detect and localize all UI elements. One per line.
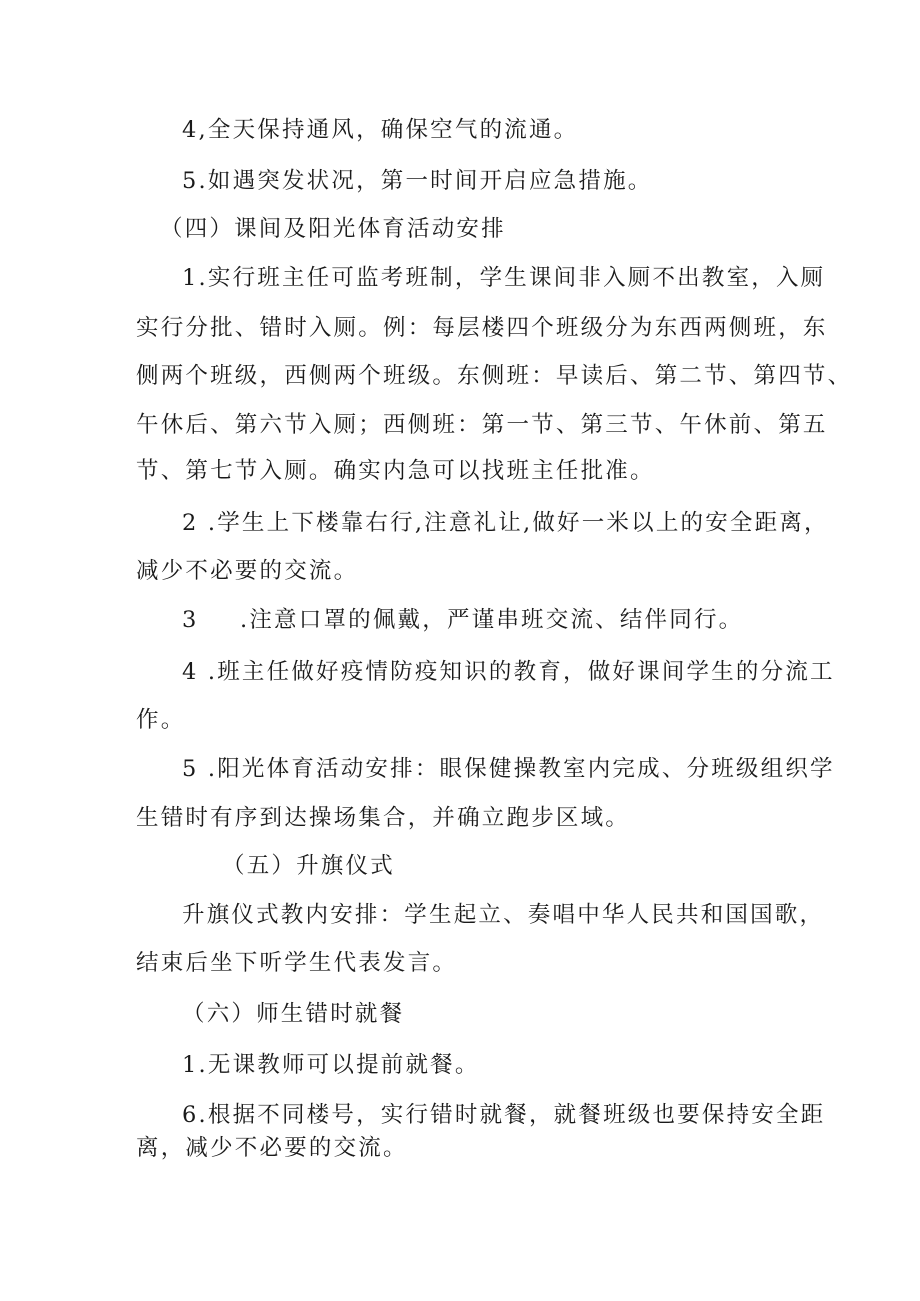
text-line: 实行分批、错时入厕。例：每层楼四个班级分为东西两侧班，东 [136,315,828,341]
section-heading: （四）课间及阳光体育活动安排 [160,216,506,242]
section-heading: （六）师生错时就餐 [182,1001,405,1027]
list-number: 3 [182,607,199,633]
text-line: 作。 [136,707,186,733]
text-line: 减少不必要的交流。 [136,558,359,584]
text-line: 1.实行班主任可监考班制，学生课间非入厕不出教室，入厕 [182,265,826,291]
text-line: 升旗仪式教内安排：学生起立、奏唱中华人民共和国国歌， [182,902,825,928]
text-line: 离，减少不必要的交流。 [136,1135,408,1161]
text-line: 生错时有序到达操场集合，并确立跑步区域。 [136,805,631,831]
text-line: 2 .学生上下楼靠右行,注意礼让,做好一米以上的安全距离， [182,510,829,536]
text-line: 结束后坐下听学生代表发言。 [136,950,458,976]
text-line: 1.无课教师可以提前就餐。 [182,1052,480,1078]
text-line: 午休后、第六节入厕；西侧班：第一节、第三节、午休前、第五 [136,412,828,438]
text-line: 4 .班主任做好疫情防疫知识的教育，做好课间学生的分流工 [182,659,835,685]
text-line: 6.根据不同楼号，实行错时就餐，就餐班级也要保持安全距 [182,1102,826,1128]
text-line: 5.如遇突发状况，第一时间开启应急措施。 [182,168,653,194]
text-line: .注意口罩的佩戴，严谨串班交流、结伴同行。 [240,607,744,633]
text-line: 节、第七节入厕。确实内急可以找班主任批准。 [136,458,655,484]
text-line: 5 .阳光体育活动安排：眼保健操教室内完成、分班级组织学 [182,756,835,782]
text-line: 侧两个班级，西侧两个班级。东侧班：早读后、第二节、第四节、 [136,363,853,389]
text-line: 4,全天保持通风，确保空气的流通。 [182,117,579,143]
section-heading: （五）升旗仪式 [222,853,395,879]
